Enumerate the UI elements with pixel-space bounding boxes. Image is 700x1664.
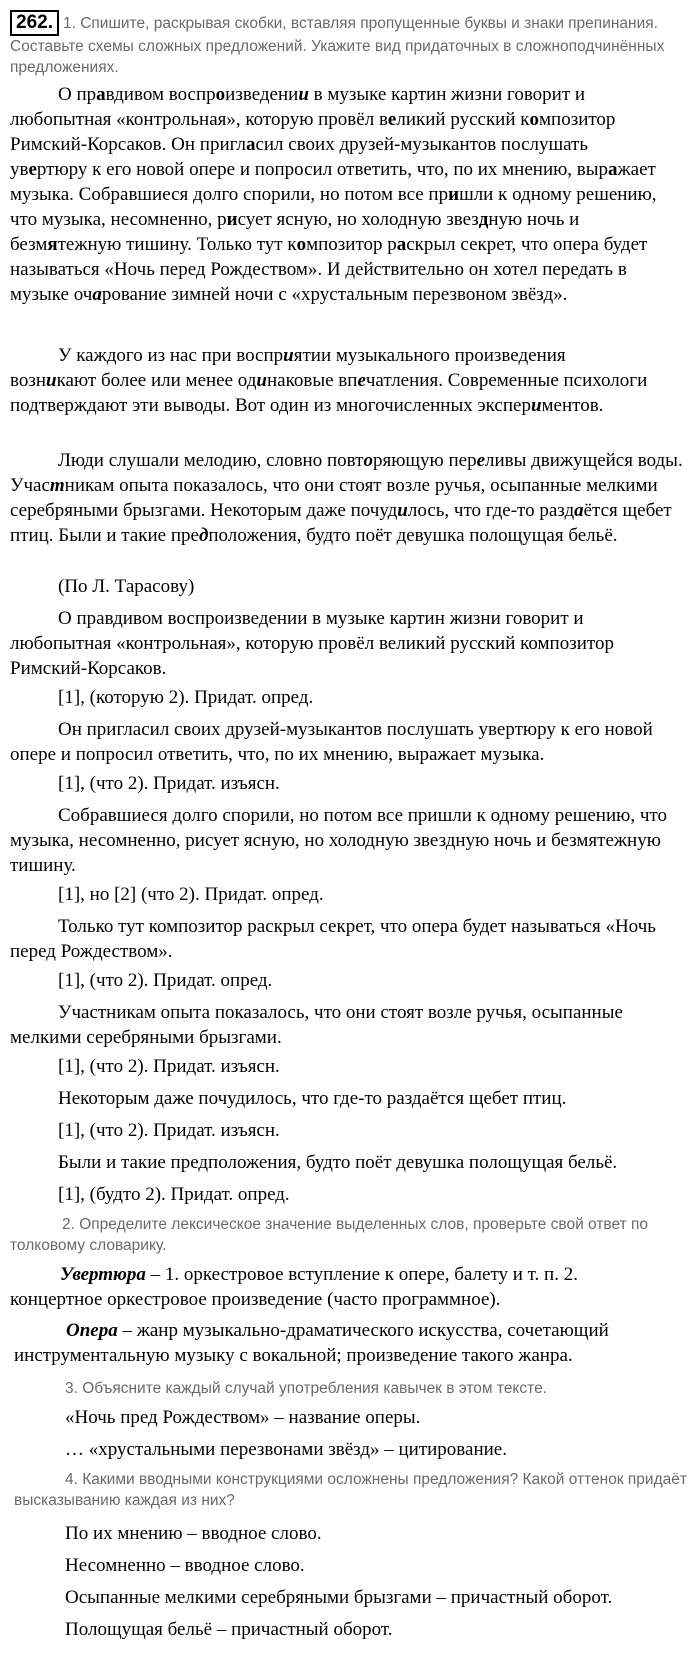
text-paragraph-2: У каждого из нас при восприятии музыкального произведения возникают более или менее одинаковые впечатления. Современные психологи подтверждают эти выводы. Вот один из многочисленных экспериментов. bbox=[10, 345, 648, 416]
term-opera: Опера bbox=[66, 1320, 118, 1341]
task-1 bbox=[10, 10, 690, 78]
analysis-scheme-1: [1], (которую 2). Придат. опред. bbox=[58, 687, 314, 708]
definition-opera: Опера – жанр музыкально-драматического искусства, сочетающий инструментальную музыку с вокальной; произведение такого жанра. bbox=[14, 1320, 609, 1366]
analysis-scheme-4: [1], (что 2). Придат. опред. bbox=[58, 970, 273, 991]
source-citation: (По Л. Тарасову) bbox=[58, 576, 195, 597]
task-1-text: 1. Спишите, раскрывая скобки, вставляя пропущенные буквы и знаки препинания. Составьте схемы сложных предложений. Укажите вид придаточных в сложноподчинённых предложениях. bbox=[10, 15, 665, 76]
intro-3: Осыпанные мелкими серебряными брызгами – причастный оборот. bbox=[65, 1587, 613, 1608]
analysis-sentence-1: О правдивом воспроизведении в музыке картин жизни говорит и любопытная «контрольная», которую провёл великий русский композитор Римский-Корсаков. bbox=[10, 608, 614, 679]
analysis-sentence-7: Были и такие предположения, будто поёт девушка полощущая бельё. bbox=[58, 1152, 618, 1173]
intro-4: Полощущая бельё – причастный оборот. bbox=[65, 1619, 393, 1640]
task-2: 2. Определите лексическое значение выделенных слов, проверьте свой ответ по толковому словарику. bbox=[10, 1216, 649, 1254]
analysis-sentence-2: Он пригласил своих друзей-музыкантов послушать увертюру к его новой опере и попросил ответить, что, по их мнению, выражает музыка. bbox=[10, 719, 653, 765]
analysis-scheme-5: [1], (что 2). Придат. изъясн. bbox=[58, 1056, 280, 1077]
analysis-sentence-4: Только тут композитор раскрыл секрет, что опера будет называться «Ночь перед Рождеством». bbox=[10, 916, 656, 962]
term-uvertyura: Увертюра bbox=[60, 1264, 146, 1285]
definition-uvertyura: Увертюра – 1. оркестровое вступление к опере, балету и т. п. 2. концертное оркестровое произведение (часто программное). bbox=[10, 1264, 578, 1310]
analysis-sentence-6: Некоторым даже почудилось, что где-то раздаётся щебет птиц. bbox=[58, 1088, 567, 1109]
exercise-number: 262. bbox=[10, 10, 59, 36]
quote-2: … «хрустальными перезвонами звёзд» – цитирование. bbox=[65, 1439, 507, 1460]
analysis-scheme-2: [1], (что 2). Придат. изъясн. bbox=[58, 773, 280, 794]
quote-1: «Ночь пред Рождеством» – название оперы. bbox=[65, 1407, 421, 1428]
task-4: 4. Какими вводными конструкциями осложнены предложения? Какой оттенок придаёт высказыванию каждая из них? bbox=[14, 1471, 687, 1509]
text-paragraph-1: О правдивом воспроизведении в музыке картин жизни говорит и любопытная «контрольная», которую провёл великий русский композитор Римский-Корсаков. Он пригласил своих друзей-музыкантов послушать увертюру к его новой опере и попросил ответить, что, по их мнению, выражает музыка. Собравшиеся долго спорили, но потом все пришли к одному решению, что музыка, несомненно, рисует ясную, но холодную звездную ночь и безмятежную тишину. Только тут композитор раскрыл секрет, что опера будет называться «Ночь перед Рождеством». И действительно он хотел передать в музыке очарование зимней ночи с «хрустальным перезвоном звёзд». bbox=[10, 84, 657, 305]
analysis-sentence-3: Собравшиеся долго спорили, но потом все пришли к одному решению, что музыка, несомненно, рисует ясную, но холодную звездную ночь и безмятежную тишину. bbox=[10, 805, 667, 876]
intro-1: По их мнению – вводное слово. bbox=[65, 1523, 322, 1544]
analysis-scheme-3: [1], но [2] (что 2). Придат. опред. bbox=[58, 884, 324, 905]
analysis-scheme-7: [1], (будто 2). Придат. опред. bbox=[58, 1184, 290, 1205]
text-paragraph-3: Люди слушали мелодию, словно повторяющую переливы движущейся воды. Участникам опыта показалось, что они стоят возле ручья, осыпанные мелкими серебряными брызгами. Некоторым даже почудилось, что где-то раздаётся щебет птиц. Были и такие предположения, будто поёт девушка полощущая бельё. bbox=[10, 450, 683, 546]
intro-2: Несомненно – вводное слово. bbox=[65, 1555, 305, 1576]
task-3: 3. Объясните каждый случай употребления кавычек в этом тексте. bbox=[65, 1380, 547, 1397]
analysis-sentence-5: Участникам опыта показалось, что они стоят возле ручья, осыпанные мелкими серебряными брызгами. bbox=[10, 1002, 623, 1048]
analysis-scheme-6: [1], (что 2). Придат. изъясн. bbox=[58, 1120, 280, 1141]
